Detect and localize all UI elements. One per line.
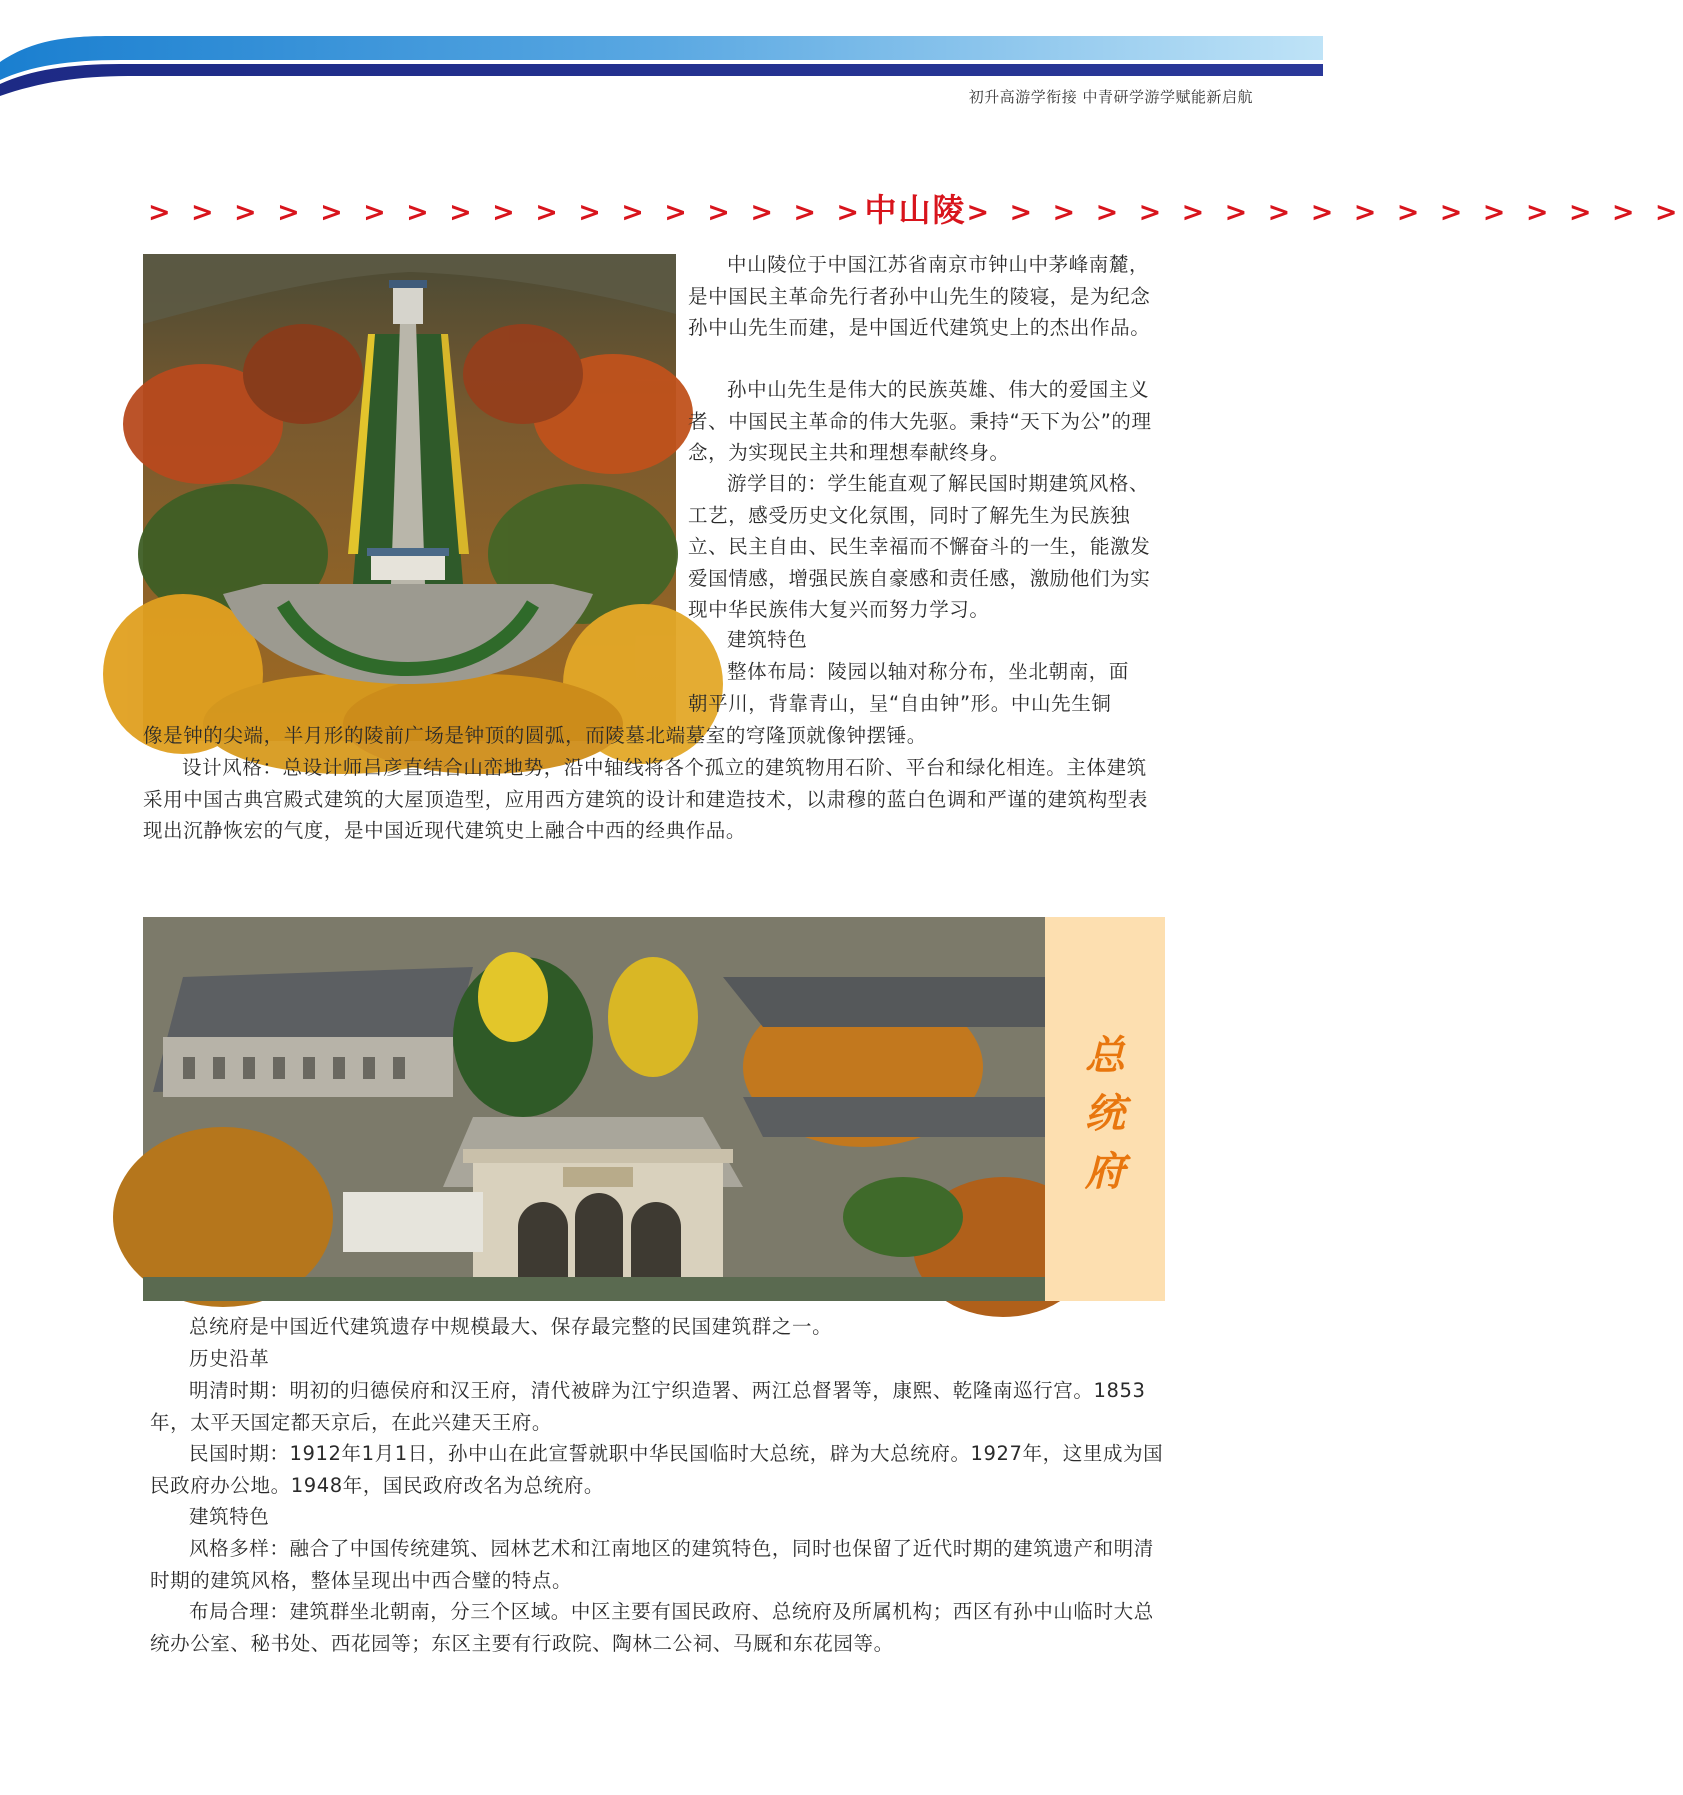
republic-era-paragraph: 民国时期：1912年1月1日，孙中山在此宣誓就职中华民国临时大总统，辟为大总统府。1927年，这里成为国民政府办公地。1948年，国民政府改名为总统府。 [150, 1442, 1164, 1497]
architecture-features-heading: 建筑特色 [727, 628, 808, 651]
layout-rational-paragraph: 布局合理：建筑群坐北朝南，分三个区域。中区主要有国民政府、总统府及所属机构；西区有孙中山临时大总统办公室、秘书处、西花园等；东区主要有行政院、陶林二公祠、马厩和东花园等。 [150, 1600, 1154, 1655]
zhongshanling-intro-paragraph: 中山陵位于中国江苏省南京市钟山中茅峰南麓，是中国民主革命先行者孙中山先生的陵寝，是为纪念孙中山先生而建，是中国近代建筑史上的杰出作品。 [688, 253, 1151, 339]
mausoleum-aerial-photo [143, 254, 676, 741]
side-label-char-1: 总 [1085, 1032, 1125, 1079]
study-purpose-paragraph: 游学目的：学生能直观了解民国时期建筑风格、工艺，感受历史文化氛围，同时了解先生为民族独立、民主自由、民生幸福而不懈奋斗的一生，能激发爱国情感，增强民族自豪感和责任感，激励他们为实现中华民族伟大复兴而努力学习。 [688, 472, 1151, 621]
side-label-text [1045, 1027, 1165, 1201]
design-style-paragraph: 设计风格：总设计师吕彦直结合山峦地势，沿中轴线将各个孤立的建筑物用石阶、平台和绿化相连。主体建筑采用中国古典宫殿式建筑的大屋顶造型，应用西方建筑的设计和建造技术，以肃穆的蓝白色调和严谨的建筑构型表现出沉静恢宏的气度，是中国近现代建筑史上融合中西的经典作品。 [143, 756, 1149, 842]
presidential-palace-side-label [1045, 917, 1165, 1301]
layout-paragraph-line2: 朝平川，背靠青山，呈“自由钟”形。中山先生铜 [688, 692, 1112, 715]
style-diversity-paragraph: 风格多样：融合了中国传统建筑、园林艺术和江南地区的建筑特色，同时也保留了近代时期的建筑遗产和明清时期的建筑风格，整体呈现出中西合璧的特点。 [150, 1537, 1154, 1592]
history-heading: 历史沿革 [189, 1347, 270, 1370]
presidential-palace-aerial-photo [143, 917, 1045, 1301]
layout-paragraph-line1: 整体布局：陵园以轴对称分布，坐北朝南，面 [727, 660, 1130, 683]
side-label-char-3: 府 [1085, 1148, 1125, 1195]
ming-qing-paragraph: 明清时期：明初的归德侯府和汉王府，清代被辟为江宁织造署、两江总督署等，康熙、乾隆南巡行宫。1853年，太平天国定都天京后，在此兴建天王府。 [150, 1379, 1146, 1434]
palace-intro-paragraph: 总统府是中国近代建筑遗存中规模最大、保存最完整的民国建筑群之一。 [189, 1315, 833, 1338]
title-arrows-left: > > > > > > > > > > > > > > > > > [148, 197, 865, 228]
palace-architecture-heading: 建筑特色 [189, 1505, 270, 1528]
layout-paragraph-rest: 像是钟的尖端，半月形的陵前广场是钟顶的圆弧，而陵墓北端墓室的穹隆顶就像钟摆锤。 [143, 724, 927, 747]
header-tagline: 初升高游学衔接 中青研学游学赋能新启航 [968, 88, 1253, 106]
title-arrows-right: > > > > > > > > > > > > > > > > > [966, 197, 1683, 228]
section-title-zhongshanling [148, 191, 1683, 231]
side-label-char-2: 统 [1085, 1090, 1125, 1137]
title-zhongshanling: 中山陵 [864, 191, 967, 229]
sun-yat-sen-paragraph: 孙中山先生是伟大的民族英雄、伟大的爱国主义者、中国民主革命的伟大先驱。秉持“天下为公”的理念，为实现民主共和理想奉献终身。 [688, 378, 1152, 464]
